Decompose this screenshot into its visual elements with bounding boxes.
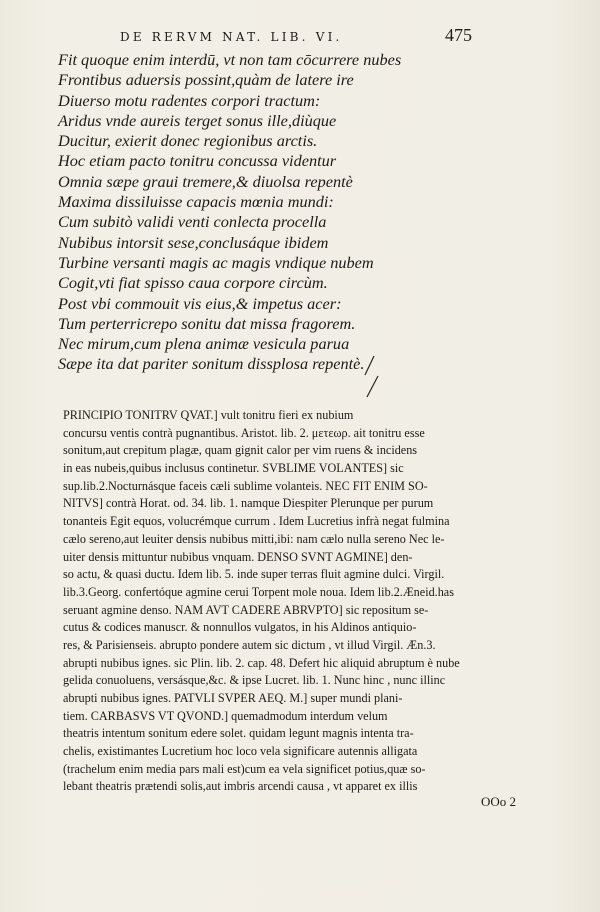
verse-line: Ducitur, exierit donec regionibus arctis. bbox=[58, 131, 318, 151]
commentary-line: lib.3.Georg. confertóque agmine cerui Torpent mole noua. Idem lib.2.Æneid.has bbox=[63, 584, 454, 599]
commentary-line: tiem. CARBASVS VT QVOND.] quemadmodum interdum velum bbox=[63, 708, 388, 723]
commentary-line: PRINCIPIO TONITRV QVAT.] vult tonitru fieri ex nubium bbox=[63, 408, 354, 422]
commentary-line: abrupti nubibus ignes. sic Plin. lib. 2. cap. 48. Defert hic aliquid abruptum è nube bbox=[63, 655, 460, 670]
commentary-line: lebant theatris prætendi solis,aut imbris arcendi causa , vt apparet ex illis bbox=[63, 779, 418, 794]
commentary-line: NITVS] contrà Horat. od. 34. lib. 1. namque Diespiter Plerunque per purum bbox=[63, 496, 434, 511]
commentary-line: tonanteis Egit equos, volucrémque currum . Idem Lucretius infrà negat fulmina bbox=[63, 514, 450, 529]
commentary-line: chelis, existimantes Lucretium hoc loco vela significare autennis alligata bbox=[63, 744, 418, 759]
commentary-line: (trachelum enim media pars mali est)cum ea vela significet potius,quæ so- bbox=[63, 761, 426, 776]
commentary-line: abrupti nubibus ignes. PATVLI SVPER AEQ. M.] super mundi plani- bbox=[63, 691, 403, 705]
verse-line: Omnia sæpe graui tremere,& diuolsa repentè bbox=[58, 171, 353, 191]
commentary-line: so actu, & quasi ductu. Idem lib. 5. inde super terras fluit agmine dulci. Virgil. bbox=[63, 567, 445, 582]
commentary-line: gelida conuoluens, versásque,&c. & ipse Lucret. lib. 1. Nunc hinc , nunc illinc bbox=[63, 673, 446, 688]
verse-line: Sæpe ita dat pariter sonitum dissplosa repentè. bbox=[58, 354, 365, 374]
verse-line: Hoc etiam pacto tonitru concussa videntur bbox=[58, 151, 337, 171]
signature-mark: OOo 2 bbox=[481, 794, 517, 809]
commentary-line: seruant agmine denso. NAM AVT CADERE ABRVPTO] sic repositum se- bbox=[63, 602, 429, 617]
verse-line: Tum perterricrepo sonitu dat missa fragorem. bbox=[58, 313, 356, 333]
page-number: 475 bbox=[445, 25, 472, 45]
commentary-line: sup.lib.2.Nocturnásque faceis cæli sublime volanteis. NEC FIT ENIM SO- bbox=[63, 478, 428, 493]
commentary-line: sonitum,aut crepitum plagæ, quam gignit calor per vim ruens & incidens bbox=[63, 443, 418, 458]
commentary-line: cælo sereno,aut leuiter densis nubibus mitti,ibi: nam cælo nulla sereno Nec le- bbox=[63, 531, 445, 546]
margin-bracket-mark bbox=[356, 354, 386, 399]
running-header: DE RERVM NAT. LIB. VI. bbox=[120, 30, 343, 44]
commentary-line: in eas nubeis,quibus inclusus continetur. SVBLIME VOLANTES] sic bbox=[63, 461, 404, 476]
verse-line: Cum subitò validi venti conlecta procella bbox=[58, 212, 327, 232]
verse-line: Nubibus intorsit sese,conclusáque ibidem bbox=[58, 232, 329, 252]
commentary-block bbox=[63, 407, 533, 796]
commentary-line: uiter densis mittuntur nubibus vnquam. DENSO SVNT AGMINE] den- bbox=[63, 549, 413, 564]
verse-block bbox=[58, 50, 418, 375]
verse-line: Frontibus aduersis possint,quàm de latere ire bbox=[58, 70, 354, 90]
commentary-line: theatris intentum sonitum edere solet. quidam legunt magnis intenta tra- bbox=[63, 726, 414, 741]
commentary-line: cutus & codices manuscr. & nonnullos vulgatos, in his Aldinos antiquio- bbox=[63, 620, 417, 635]
verse-line: Maxima dissiluisse capacis mœnia mundi: bbox=[58, 192, 334, 212]
verse-line: Nec mirum,cum plena animæ vesicula parua bbox=[58, 334, 350, 354]
commentary-line: concursu ventis contrà pugnantibus. Aristot. lib. 2. μετεωρ. ait tonitru esse bbox=[63, 425, 425, 440]
verse-line: Diuerso motu radentes corpori tractum: bbox=[58, 90, 321, 110]
verse-line: Post vbi commouit vis eius,& impetus acer: bbox=[58, 293, 342, 313]
verse-line: Fit quoque enim interdū, vt non tam cōcurrere nubes bbox=[58, 50, 402, 69]
commentary-line: res, & Parisienseis. abrupto pondere autem sic dictum , vt illud Virgil. Æn.3. bbox=[63, 637, 436, 652]
verse-line: Aridus vnde aureis terget sonus ille,diùque bbox=[58, 110, 337, 130]
verse-line: Cogit,vti fiat spisso caua corpore circùm. bbox=[58, 273, 328, 293]
verse-line: Turbine versanti magis ac magis vndique nubem bbox=[58, 252, 374, 272]
